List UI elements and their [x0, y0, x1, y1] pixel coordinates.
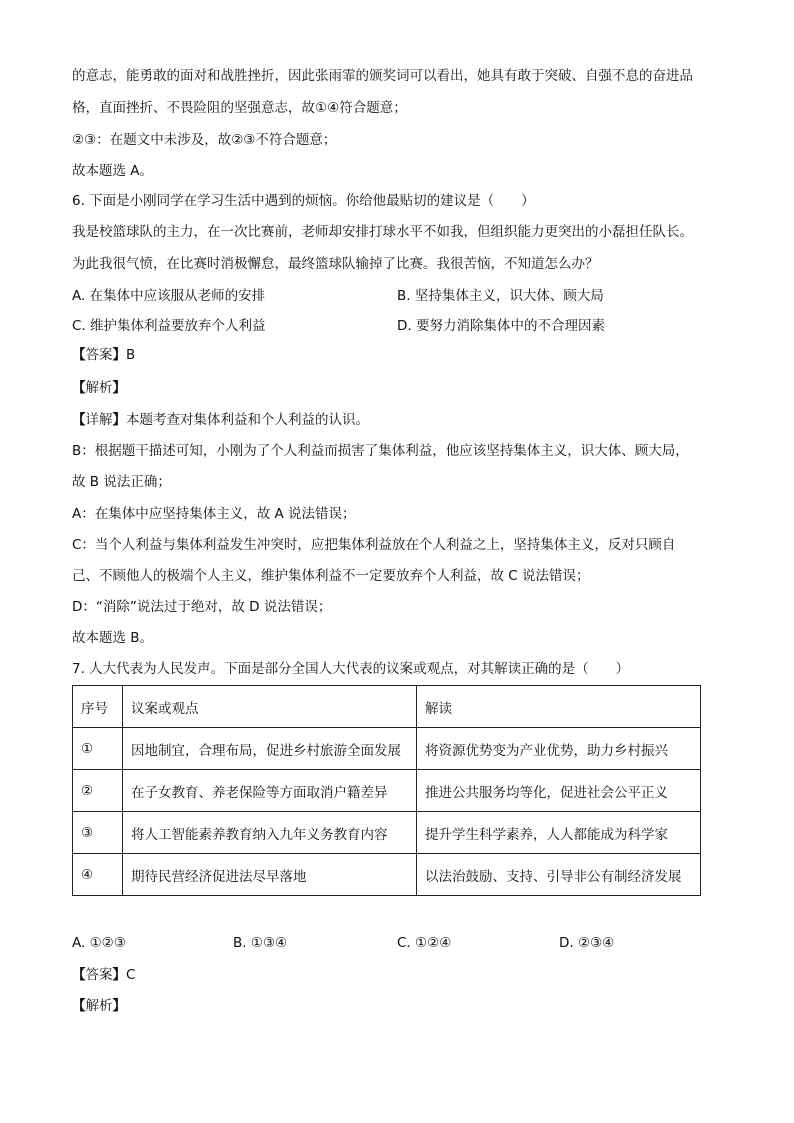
table-cell: ③: [73, 812, 123, 854]
paragraph-line: ②③：在题文中未涉及，故②③不符合题意；: [72, 132, 337, 148]
paragraph-line: 故本题选 B。: [72, 630, 154, 646]
bracket-open: 【: [72, 380, 86, 396]
detail-tag: 详解: [85, 412, 113, 428]
table-row: [73, 728, 701, 770]
table-cell: 提升学生科学素养，人人都能成为科学家: [417, 812, 701, 854]
table-cell: 将资源优势变为产业优势，助力乡村振兴: [417, 728, 701, 770]
bracket-close: 】: [112, 380, 126, 396]
q6-analysis-heading: [72, 378, 126, 398]
paragraph-line: B：根据题干描述可知，小刚为了个人利益而损害了集体利益，他应该坚持集体主义，识大体、顾大局，: [72, 443, 689, 459]
bracket-close: 】: [112, 998, 126, 1014]
question-6-scenario-line: 为此我很气愤，在比赛时消极懈怠，最终篮球队输掉了比赛。我很苦恼，不知道怎么办？: [72, 256, 599, 272]
bracket-close: 】: [112, 967, 126, 983]
table-cell: ①: [73, 728, 123, 770]
q6-option-c: C. 维护集体利益要放弃个人利益: [72, 318, 266, 334]
table-cell: ④: [73, 854, 123, 896]
bracket-close: 】: [112, 347, 126, 363]
paragraph-line: 故本题选 A。: [72, 163, 154, 179]
table-row: [73, 770, 701, 812]
analysis-tag: 解析: [85, 380, 113, 396]
q6-detail: [72, 410, 369, 430]
table-cell: ②: [73, 770, 123, 812]
table-header-row: [73, 686, 701, 728]
table-header-cell: 序号: [73, 686, 123, 728]
question-6-scenario-line: 我是校篮球队的主力，在一次比赛前，老师却安排打球水平不如我，但组织能力更突出的小磊担任队长。: [72, 224, 693, 240]
bracket-close: 】: [112, 412, 126, 428]
q7-option-b: B. ①③④: [233, 935, 288, 951]
bracket-open: 【: [72, 998, 86, 1014]
detail-text: 本题考查对集体利益和个人利益的认识。: [126, 412, 369, 428]
answer-value: C: [126, 967, 136, 983]
paragraph-line: A：在集体中应坚持集体主义，故 A 说法错误；: [72, 506, 356, 522]
bracket-open: 【: [72, 412, 86, 428]
answer-value: B: [126, 347, 136, 363]
q7-option-a: A. ①②③: [72, 935, 126, 951]
table-row: [73, 812, 701, 854]
q6-option-a: A. 在集体中应该服从老师的安排: [72, 288, 266, 304]
q7-table: [72, 685, 701, 896]
table-cell: 因地制宜，合理布局，促进乡村旅游全面发展: [123, 728, 417, 770]
q7-option-c: C. ①②④: [397, 935, 452, 951]
table-header-cell: 解读: [417, 686, 701, 728]
paragraph-line: D：“消除”说法过于绝对，故 D 说法错误；: [72, 599, 332, 615]
question-7-stem: 7. 人大代表为人民发声。下面是部分全国人大代表的议案或观点，对其解读正确的是（ ）: [72, 661, 630, 677]
q6-option-d: D. 要努力消除集体中的不合理因素: [397, 318, 605, 334]
q7-option-d: D. ②③④: [559, 935, 615, 951]
paragraph-line: 己、不顾他人的极端个人主义，维护集体利益不一定要放弃个人利益，故 C 说法错误；: [72, 568, 590, 584]
paragraph-line: 格，直面挫折、不畏险阻的坚强意志，故①④符合题意；: [72, 100, 407, 116]
table-cell: 以法治鼓励、支持、引导非公有制经济发展: [417, 854, 701, 896]
q6-option-b: B. 坚持集体主义，识大体、顾大局: [397, 288, 604, 304]
table-cell: 在子女教育、养老保险等方面取消户籍差异: [123, 770, 417, 812]
paragraph-line: C：当个人利益与集体利益发生冲突时，应把集体利益放在个人利益之上，坚持集体主义，反对只顾自: [72, 537, 676, 553]
bracket-open: 【: [72, 347, 86, 363]
paragraph-line: 的意志，能勇敢的面对和战胜挫折，因此张雨霏的颁奖词可以看出，她具有敢于突破、自强不息的奋进品: [72, 68, 693, 84]
paragraph-line: 故 B 说法正确；: [72, 474, 171, 490]
table-cell: 期待民营经济促进法尽早落地: [123, 854, 417, 896]
table-row: [73, 854, 701, 896]
answer-tag: 答案: [85, 967, 113, 983]
table-header-cell: 议案或观点: [123, 686, 417, 728]
bracket-open: 【: [72, 967, 86, 983]
table-cell: 将人工智能素养教育纳入九年义务教育内容: [123, 812, 417, 854]
analysis-tag: 解析: [85, 998, 113, 1014]
q7-analysis-heading: [72, 996, 126, 1016]
answer-tag: 答案: [85, 347, 113, 363]
table-cell: 推进公共服务均等化，促进社会公平正义: [417, 770, 701, 812]
q7-answer: [72, 965, 135, 985]
q6-answer: [72, 345, 135, 365]
question-6-stem: 6. 下面是小刚同学在学习生活中遇到的烦恼。你给他最贴切的建议是（ ）: [72, 193, 535, 209]
